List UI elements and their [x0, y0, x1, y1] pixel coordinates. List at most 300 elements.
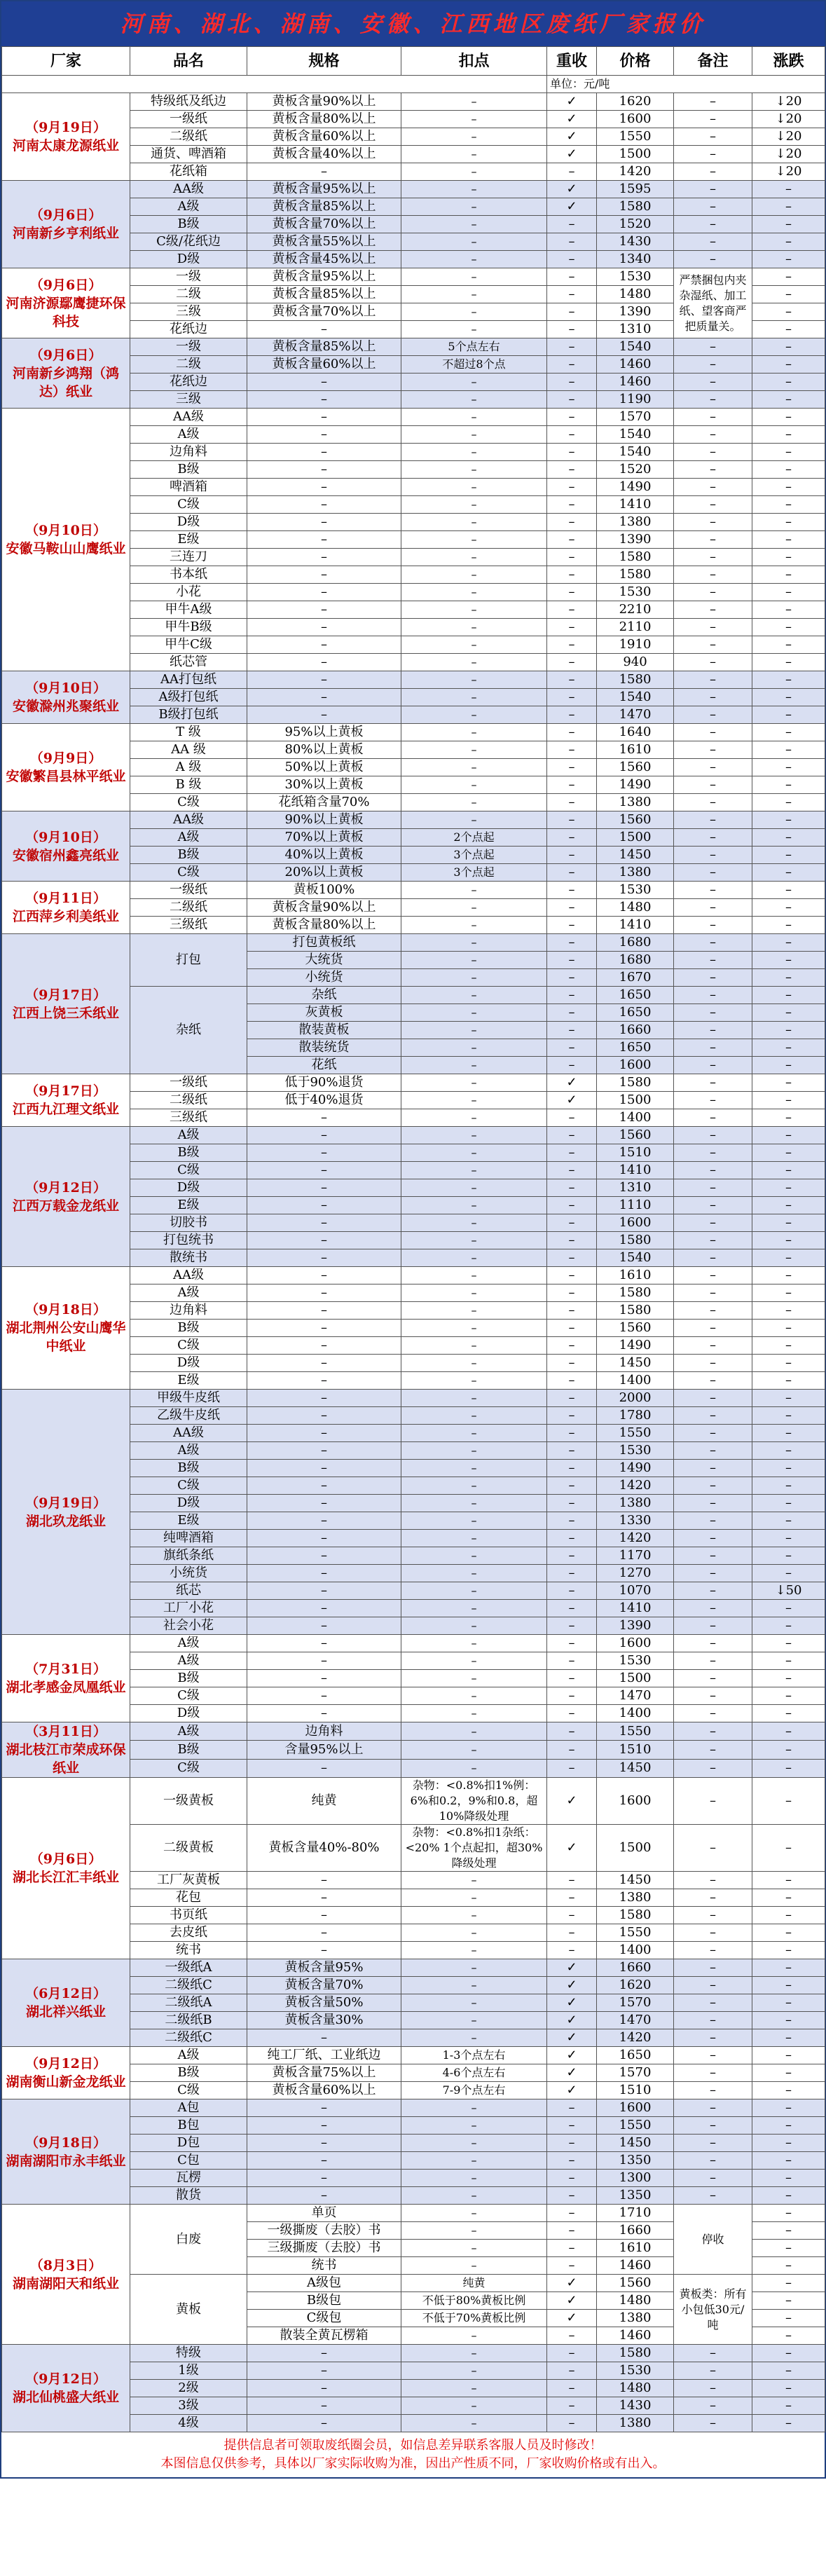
deduct-cell: – [401, 1022, 547, 1039]
emphasis-cell: ✓ [547, 2029, 597, 2047]
change-cell: – [752, 1635, 825, 1652]
emphasis-cell: – [547, 461, 597, 479]
emphasis-cell: – [547, 1267, 597, 1284]
factory-name: 河南太康龙源纸业 [12, 138, 119, 153]
price-cell: 1600 [597, 1778, 674, 1825]
emphasis-cell: ✓ [547, 1092, 597, 1109]
factory-cell [2, 671, 130, 724]
change-cell: – [752, 1004, 825, 1022]
change-cell: – [752, 671, 825, 689]
factory-cell [2, 934, 130, 1074]
price-cell: 1350 [597, 2152, 674, 2170]
deduct-cell: – [401, 1959, 547, 1977]
change-cell: – [752, 1652, 825, 1670]
change-cell: – [752, 1162, 825, 1179]
spec-cell: – [247, 163, 401, 181]
price-cell: 1500 [597, 1825, 674, 1872]
change-cell: – [752, 1825, 825, 1872]
product-cell: E级 [130, 1197, 247, 1214]
factory-date: （6月12日） [25, 1986, 106, 2001]
deduct-cell: – [401, 1074, 547, 1092]
remark-cell: – [674, 1249, 752, 1267]
change-cell: ↓20 [752, 111, 825, 128]
table-row [2, 1778, 825, 1825]
remark-cell: – [674, 1232, 752, 1249]
product-cell: AA级 [130, 409, 247, 426]
price-cell: 1070 [597, 1582, 674, 1600]
price-cell: 1270 [597, 1565, 674, 1582]
price-cell: 1490 [597, 1337, 674, 1355]
spec-cell: 统书 [247, 2257, 401, 2275]
spec-cell: – [247, 321, 401, 338]
price-cell: 1500 [597, 1670, 674, 1687]
price-cell: 1450 [597, 2135, 674, 2152]
emphasis-cell: ✓ [547, 181, 597, 198]
price-cell: 1610 [597, 1267, 674, 1284]
deduct-cell: – [401, 1942, 547, 1959]
product-cell: 2级 [130, 2380, 247, 2397]
emphasis-cell: – [547, 356, 597, 374]
spec-cell: – [247, 1889, 401, 1907]
price-table [1, 46, 825, 2432]
product-cell: 二级纸 [130, 899, 247, 917]
remark-cell: – [674, 1825, 752, 1872]
remark-cell: – [674, 2099, 752, 2117]
product-cell: C级 [130, 1477, 247, 1495]
emphasis-cell: – [547, 934, 597, 952]
spec-cell: – [247, 444, 401, 461]
emphasis-cell: – [547, 163, 597, 181]
remark-cell: – [674, 233, 752, 251]
product-cell: 纯啤酒箱 [130, 1530, 247, 1547]
remark-cell: – [674, 338, 752, 356]
deduct-cell: – [401, 549, 547, 566]
emphasis-cell: – [547, 374, 597, 391]
price-cell: 1460 [597, 2257, 674, 2275]
price-cell: 1540 [597, 689, 674, 706]
product-cell: A级 [130, 426, 247, 444]
price-cell: 1660 [597, 1959, 674, 1977]
change-cell: – [752, 2240, 825, 2257]
product-cell: 通货、啤酒箱 [130, 146, 247, 163]
price-cell: 1110 [597, 1197, 674, 1214]
deduct-cell: – [401, 987, 547, 1004]
product-cell: 旗纸条纸 [130, 1547, 247, 1565]
product-cell: C级 [130, 864, 247, 882]
product-cell: 甲牛B级 [130, 619, 247, 636]
deduct-cell: – [401, 444, 547, 461]
emphasis-cell: – [547, 2345, 597, 2362]
price-cell: 1400 [597, 1372, 674, 1390]
deduct-cell: – [401, 2152, 547, 2170]
price-cell: 1390 [597, 1617, 674, 1635]
price-cell: 1410 [597, 1162, 674, 1179]
unit-row [2, 76, 825, 93]
spec-cell: – [247, 636, 401, 654]
spec-cell: – [247, 1302, 401, 1320]
deduct-cell: – [401, 969, 547, 987]
change-cell: – [752, 1355, 825, 1372]
deduct-cell: – [401, 2170, 547, 2187]
remark-cell: – [674, 689, 752, 706]
change-cell: – [752, 689, 825, 706]
deduct-cell: 不低于80%黄板比例 [401, 2292, 547, 2310]
deduct-cell: – [401, 2205, 547, 2222]
deduct-cell: – [401, 1547, 547, 1565]
change-cell: – [752, 864, 825, 882]
price-cell: 1380 [597, 1495, 674, 1512]
spec-cell: – [247, 706, 401, 724]
remark-cell: – [674, 864, 752, 882]
spec-cell: – [247, 2362, 401, 2380]
spec-cell: 花纸箱含量70% [247, 794, 401, 811]
emphasis-cell: – [547, 1635, 597, 1652]
price-cell: 1190 [597, 391, 674, 409]
price-cell: 1570 [597, 409, 674, 426]
change-cell: – [752, 251, 825, 268]
price-cell: 1600 [597, 1635, 674, 1652]
remark-cell: 停收 [674, 2205, 752, 2275]
product-cell: 一级纸 [130, 882, 247, 899]
deduct-cell: – [401, 2380, 547, 2397]
change-cell: – [752, 531, 825, 549]
deduct-cell: – [401, 1179, 547, 1197]
change-cell: – [752, 2380, 825, 2397]
price-cell: 1550 [597, 1722, 674, 1741]
change-cell: – [752, 1232, 825, 1249]
spec-cell: 小统货 [247, 969, 401, 987]
product-cell: 二级 [130, 286, 247, 303]
product-category: 打包 [130, 934, 247, 987]
emphasis-cell: – [547, 2205, 597, 2222]
product-cell: C级 [130, 1162, 247, 1179]
factory-cell [2, 268, 130, 338]
emphasis-cell: – [547, 1512, 597, 1530]
emphasis-cell: – [547, 2152, 597, 2170]
remark-cell: – [674, 969, 752, 987]
remark-cell: – [674, 1530, 752, 1547]
spec-cell: – [247, 2345, 401, 2362]
change-cell: – [752, 356, 825, 374]
emphasis-cell: – [547, 1617, 597, 1635]
spec-cell: – [247, 1407, 401, 1425]
change-cell: – [752, 1057, 825, 1074]
spec-cell: – [247, 1284, 401, 1302]
price-cell: 1400 [597, 1705, 674, 1722]
deduct-cell: – [401, 426, 547, 444]
price-cell: 1580 [597, 1284, 674, 1302]
product-cell: B级 [130, 216, 247, 233]
product-cell: AA级 [130, 181, 247, 198]
change-cell: – [752, 882, 825, 899]
remark-cell: 黄板类：所有小包低30元/吨 [674, 2275, 752, 2345]
deduct-cell: – [401, 1302, 547, 1320]
emphasis-cell: ✓ [547, 2292, 597, 2310]
remark-cell: – [674, 776, 752, 794]
price-cell: 1530 [597, 268, 674, 286]
change-cell: – [752, 1460, 825, 1477]
product-cell: A 级 [130, 759, 247, 776]
product-cell: A级 [130, 1635, 247, 1652]
factory-date: （9月12日） [25, 1179, 106, 1195]
spec-cell: – [247, 2099, 401, 2117]
product-cell: AA级 [130, 1267, 247, 1284]
product-cell: 散统书 [130, 1249, 247, 1267]
remark-cell: – [674, 741, 752, 759]
spec-cell: 黄板含量95%以上 [247, 268, 401, 286]
price-cell: 1580 [597, 1074, 674, 1092]
change-cell: – [752, 584, 825, 601]
change-cell: – [752, 391, 825, 409]
product-cell: 花纸边 [130, 374, 247, 391]
remark-cell: – [674, 1907, 752, 1924]
remark-cell: – [674, 1372, 752, 1390]
remark-cell: – [674, 794, 752, 811]
deduct-cell: – [401, 1407, 547, 1425]
emphasis-cell: ✓ [547, 146, 597, 163]
change-cell: – [752, 1249, 825, 1267]
product-cell: A级打包纸 [130, 689, 247, 706]
deduct-cell: – [401, 1214, 547, 1232]
change-cell: – [752, 1267, 825, 1284]
price-cell: 1420 [597, 163, 674, 181]
deduct-cell: – [401, 216, 547, 233]
remark-cell: – [674, 1460, 752, 1477]
product-cell: 瓦楞 [130, 2170, 247, 2187]
emphasis-cell: – [547, 1565, 597, 1582]
remark-cell: – [674, 1617, 752, 1635]
spec-cell: – [247, 1872, 401, 1889]
change-cell: – [752, 1039, 825, 1057]
price-cell: 1410 [597, 917, 674, 934]
spec-cell: 黄板含量75%以上 [247, 2064, 401, 2082]
emphasis-cell: – [547, 829, 597, 847]
deduct-cell: 2个点起 [401, 829, 547, 847]
spec-cell: – [247, 1144, 401, 1162]
product-cell: 甲牛C级 [130, 636, 247, 654]
product-cell: 三级纸 [130, 1109, 247, 1127]
spec-cell: – [247, 619, 401, 636]
factory-date: （9月17日） [25, 1083, 106, 1099]
table-row [2, 181, 825, 198]
product-cell: C级 [130, 496, 247, 514]
emphasis-cell: – [547, 321, 597, 338]
remark-cell: – [674, 549, 752, 566]
deduct-cell: – [401, 461, 547, 479]
factory-name: 安徽宿州鑫亮纸业 [12, 847, 119, 863]
price-cell: 1480 [597, 2380, 674, 2397]
product-cell: 特级 [130, 2345, 247, 2362]
price-cell: 1530 [597, 1652, 674, 1670]
change-cell: – [752, 1977, 825, 1994]
footer [1, 2432, 825, 2477]
emphasis-cell: – [547, 776, 597, 794]
change-cell: – [752, 636, 825, 654]
emphasis-cell: ✓ [547, 1977, 597, 1994]
deduct-cell: – [401, 1722, 547, 1741]
price-cell: 1490 [597, 479, 674, 496]
header-change: 涨跌 [752, 47, 825, 76]
price-cell: 1660 [597, 2222, 674, 2240]
spec-cell: 三级撕废（去胶）书 [247, 2240, 401, 2257]
emphasis-cell: – [547, 1495, 597, 1512]
factory-cell [2, 181, 130, 268]
remark-cell: – [674, 1337, 752, 1355]
emphasis-cell: – [547, 741, 597, 759]
spec-cell: – [247, 1355, 401, 1372]
remark-cell: – [674, 619, 752, 636]
product-cell: E级 [130, 1512, 247, 1530]
change-cell: – [752, 1372, 825, 1390]
factory-date: （9月19日） [25, 120, 106, 135]
change-cell: – [752, 1284, 825, 1302]
product-category: 白废 [130, 2205, 247, 2275]
product-cell: A级 [130, 198, 247, 216]
factory-cell [2, 724, 130, 811]
emphasis-cell: – [547, 1530, 597, 1547]
change-cell: – [752, 233, 825, 251]
table-row [2, 93, 825, 111]
change-cell: – [752, 1670, 825, 1687]
deduct-cell: – [401, 776, 547, 794]
factory-date: （9月6日） [29, 347, 102, 363]
product-cell: 去皮纸 [130, 1924, 247, 1942]
price-cell: 1460 [597, 374, 674, 391]
deduct-cell: – [401, 724, 547, 741]
change-cell: – [752, 2082, 825, 2099]
remark-cell: – [674, 2029, 752, 2047]
emphasis-cell: ✓ [547, 2064, 597, 2082]
remark-cell: – [674, 1495, 752, 1512]
spec-cell: 80%以上黄板 [247, 741, 401, 759]
remark-cell: – [674, 514, 752, 531]
factory-name: 湖南衡山新金龙纸业 [6, 2074, 126, 2090]
spec-cell: 黄板含量40%以上 [247, 146, 401, 163]
remark-cell: – [674, 374, 752, 391]
change-cell: – [752, 1109, 825, 1127]
spec-cell: – [247, 514, 401, 531]
price-cell: 1600 [597, 1057, 674, 1074]
price-cell: 1520 [597, 216, 674, 233]
change-cell: – [752, 2117, 825, 2135]
remark-cell: – [674, 1741, 752, 1759]
spec-cell: 黄板含量85%以上 [247, 198, 401, 216]
deduct-cell: – [401, 1600, 547, 1617]
change-cell: – [752, 2152, 825, 2170]
price-cell: 1520 [597, 461, 674, 479]
change-cell: – [752, 1778, 825, 1825]
spec-cell: – [247, 1907, 401, 1924]
product-cell: 4级 [130, 2415, 247, 2432]
price-cell: 1420 [597, 2029, 674, 2047]
remark-cell: – [674, 461, 752, 479]
factory-cell [2, 1390, 130, 1635]
spec-cell: 黄板含量30% [247, 2012, 401, 2029]
change-cell: – [752, 2397, 825, 2415]
product-cell: B级 [130, 2064, 247, 2082]
emphasis-cell: – [547, 286, 597, 303]
remark-cell: – [674, 1652, 752, 1670]
deduct-cell: – [401, 128, 547, 146]
factory-cell [2, 1267, 130, 1390]
deduct-cell: – [401, 303, 547, 321]
remark-cell: – [674, 391, 752, 409]
remark-cell: – [674, 724, 752, 741]
factory-cell [2, 1959, 130, 2047]
deduct-cell: – [401, 1477, 547, 1495]
remark-cell: – [674, 111, 752, 128]
product-cell: 花纸箱 [130, 163, 247, 181]
remark-cell: – [674, 2345, 752, 2362]
remark-cell: – [674, 952, 752, 969]
deduct-cell: – [401, 1092, 547, 1109]
remark-cell: – [674, 829, 752, 847]
change-cell: – [752, 1600, 825, 1617]
deduct-cell: – [401, 1741, 547, 1759]
remark-cell: – [674, 1977, 752, 1994]
remark-cell: – [674, 128, 752, 146]
emphasis-cell: – [547, 1652, 597, 1670]
product-cell: D级 [130, 251, 247, 268]
remark-cell: – [674, 1565, 752, 1582]
remark-cell: 严禁捆包内夹杂湿纸、加工纸、望客商严把质量关。 [674, 268, 752, 338]
change-cell: – [752, 1705, 825, 1722]
emphasis-cell: – [547, 1477, 597, 1495]
deduct-cell: – [401, 917, 547, 934]
spec-cell: – [247, 426, 401, 444]
deduct-cell: – [401, 794, 547, 811]
product-cell: 乙级牛皮纸 [130, 1407, 247, 1425]
change-cell: – [752, 426, 825, 444]
emphasis-cell: – [547, 2135, 597, 2152]
emphasis-cell: – [547, 1442, 597, 1460]
product-cell: 二级纸 [130, 1092, 247, 1109]
remark-cell: – [674, 1924, 752, 1942]
factory-date: （3月11日） [25, 1724, 106, 1739]
deduct-cell: – [401, 1512, 547, 1530]
remark-cell: – [674, 2397, 752, 2415]
deduct-cell: 3个点起 [401, 847, 547, 864]
remark-cell: – [674, 1778, 752, 1825]
remark-cell: – [674, 1074, 752, 1092]
spec-cell: 黄板含量90%以上 [247, 899, 401, 917]
remark-cell: – [674, 251, 752, 268]
table-row [2, 2345, 825, 2362]
product-cell: AA级 [130, 1425, 247, 1442]
emphasis-cell: – [547, 2187, 597, 2205]
price-cell: 1450 [597, 1759, 674, 1777]
emphasis-cell: – [547, 1407, 597, 1425]
spec-cell: – [247, 1442, 401, 1460]
price-cell: 1570 [597, 2064, 674, 2082]
remark-cell: – [674, 1197, 752, 1214]
table-row [2, 2047, 825, 2064]
product-cell: 二级 [130, 356, 247, 374]
change-cell: – [752, 741, 825, 759]
change-cell: ↓20 [752, 163, 825, 181]
deduct-cell: – [401, 2327, 547, 2345]
deduct-cell: – [401, 1889, 547, 1907]
spec-cell: – [247, 1460, 401, 1477]
price-cell: 1560 [597, 759, 674, 776]
emphasis-cell: – [547, 917, 597, 934]
factory-cell [2, 338, 130, 409]
deduct-cell: – [401, 636, 547, 654]
factory-date: （9月18日） [25, 1302, 106, 1317]
factory-date: （9月12日） [25, 2056, 106, 2071]
emphasis-cell: – [547, 1109, 597, 1127]
price-cell: 1470 [597, 706, 674, 724]
